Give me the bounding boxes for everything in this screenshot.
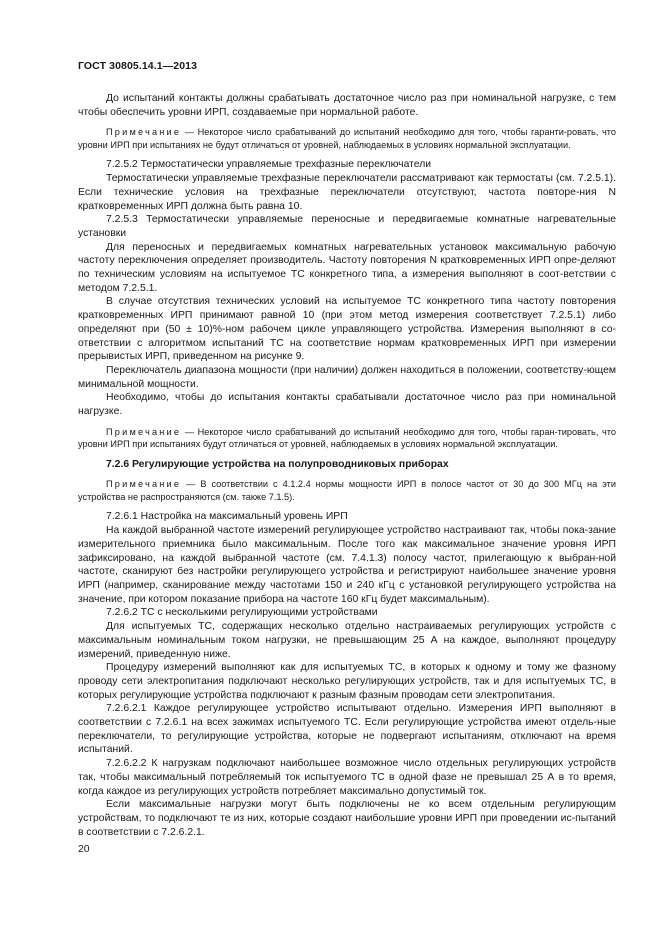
paragraph: 7.2.6.2.2 К нагрузкам подключают наибольшее возможное число отдельных регулирующих устройств так, чтобы максимальный потребляемый ток испытуемого ТС в одной фазе не превышал 25 А в то время, когда каждое из регулирующих устройств потребляет максимально допустимый ток.	[78, 758, 616, 797]
section-heading: 7.2.6.1 Настройка на максимальный уровень ИРП	[106, 511, 348, 523]
note-text: — Некоторое число срабатываний до испытаний необходимо для того, чтобы гаран-тировать, что уровни ИРП при испытаниях будут отличаться от уровней, наблюдаемых в условиях нормальной эксплуатации.	[78, 426, 616, 450]
paragraph: Для переносных и передвигаемых комнатных нагревательных установок максимальную рабочую частоту переключения определяет производитель. Частоту повторения N кратковременных ИРП опре-деляют по техническим условиям на испытуемое ТС конкретного типа, а измерения выполняют в соот-ветствии с методом 7.2.5.1.	[78, 241, 616, 294]
note-text: — В соответствии с 4.1.2.4 нормы мощности ИРП в полосе частот от 30 до 300 МГц на эти устройства не распространяются (см. также 7.1.5).	[78, 479, 616, 502]
note-label: Примечание	[106, 127, 182, 138]
paragraph: В случае отсутствия технических условий на испытуемое ТС конкретного типа частоту повторения кратковременных ИРП принимают равной 10 (при этом метод измерения соответствует 7.2.5.1) либо определяют при (50 ± 10)%-ном рабочем цикле управляющего устройства. Измерения выполняют в со-ответствии с алгоритмом испытаний ТС на соответствие нормам кратковременных ИРП при измерении прерывистых ИРП, приведенном на рисунке 9.	[78, 296, 616, 363]
note	[78, 126, 616, 151]
section-heading: 7.2.6.2 ТС с несколькими регулирующими устройствами	[106, 607, 378, 619]
paragraph: Термостатически управляемые трехфазные переключатели рассматривают как термостаты (см. 7.2.5.1). Если технические условия на трехфазные переключатели отсутствуют, частота повторе-ния N кратковременных ИРП должна быть равна 10.	[78, 173, 616, 212]
paragraph: Процедуру измерений выполняют как для испытуемых ТС, в которых к одному и тому же фазному проводу сети электропитания подключают несколько регулирующих устройств, так и для испытуемых ТС, в которых регулирующие устройства подключают к разным фазным проводам сети электропитания.	[78, 662, 616, 701]
note	[78, 478, 616, 503]
paragraph: На каждой выбранной частоте измерений регулирующее устройство настраивают так, чтобы пока-зание измерительного приемника было максимальным. После того как максимальное значение уровня ИРП зафиксировано, на каждой выбранной частоте (см. 7.4.1.3) полосу частот, прилегающую к выбран-ной частоте, сканируют без настройки регулирующего устройства и регистрируют наибольшее значение уровня ИРП (например, сканирование между частотами 150 и 240 кГц с установкой регулирующего устройства на значение, при котором показание прибора на частоте 160 кГц будет максимальным).	[78, 525, 616, 605]
paragraph: 7.2.6.2.1 Каждое регулирующее устройство испытывают отдельно. Измерения ИРП выполняют в соответствии с 7.2.6.1 на всех зажимах испытуемого ТС. Если регулирующие устройства имеют отдель-ные переключатели, то регулирующие устройства, которые не подвергают испытаниям, отключают на время испытаний.	[78, 703, 616, 756]
page-number: 20	[78, 844, 90, 855]
document-header: ГОСТ 30805.14.1—2013	[78, 60, 198, 72]
paragraph: Если максимальные нагрузки могут быть подключены не ко всем отдельным регулирующим устройствам, то подключают те из них, которые создают наибольшие уровни ИРП при проведении ис-пытаний в соответствии с 7.2.6.2.1.	[78, 799, 616, 838]
paragraph: Переключатель диапазона мощности (при наличии) должен находиться в положении, соответству-ющем минимальной мощности.	[78, 364, 616, 390]
note	[78, 426, 616, 451]
page-body	[78, 92, 616, 839]
section-heading: 7.2.5.3 Термостатически управляемые переносные и передвигаемые комнатные нагревательные установки	[78, 214, 616, 239]
paragraph: Для испытуемых ТС, содержащих несколько отдельно настраиваемых регулирующих устройств с максимальным номинальным током нагрузки, не превышающим 25 А на каждое, выполняют процедуру измерений, приведенную ниже.	[78, 621, 616, 660]
note-label: Примечание	[106, 426, 182, 437]
note-text: — Некоторое число срабатываний до испытаний необходимо для того, чтобы гаранти-ровать, что уровни ИРП при испытаниях не будут отличаться от уровней, наблюдаемых в условиях нормальной эксплуатации.	[78, 127, 616, 150]
paragraph: Необходимо, чтобы до испытания контакты срабатывали достаточное число раз при номинальной нагрузке.	[78, 392, 616, 418]
paragraph: До испытаний контакты должны срабатывать достаточное число раз при номинальной нагрузке, с тем чтобы обеспечить уровни ИРП, создаваемые при нормальной работе.	[78, 93, 616, 118]
section-heading: 7.2.5.2 Термостатически управляемые трехфазные переключатели	[106, 159, 432, 171]
section-heading: 7.2.6 Регулирующие устройства на полупроводниковых приборах	[106, 458, 449, 470]
note-label: Примечание	[106, 479, 182, 490]
